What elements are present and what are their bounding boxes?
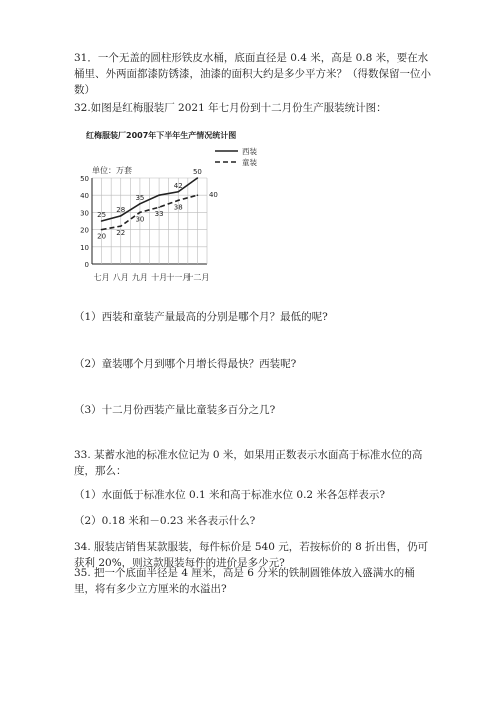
data-point xyxy=(197,194,199,196)
question-33-2: （2）0.18 米和－0.23 米各表示什么? xyxy=(74,515,256,527)
data-point xyxy=(139,203,141,205)
question-33: 33. 某蓄水池的标准水位记为 0 米，如果用正数表示水面高于标准水位的高度，那么： xyxy=(74,449,423,477)
data-point xyxy=(177,200,179,202)
data-point xyxy=(158,206,160,208)
y-tick-label: 50 xyxy=(80,175,89,183)
chart-grid xyxy=(92,178,207,264)
chart-axis-labels xyxy=(80,175,209,282)
x-tick-label: 十月 xyxy=(151,273,168,282)
y-tick-label: 0 xyxy=(84,261,89,269)
data-label: 33 xyxy=(154,210,164,219)
data-label: 30 xyxy=(135,215,145,224)
data-point xyxy=(101,229,103,231)
data-label: 28 xyxy=(116,205,126,214)
x-tick-label: 八月 xyxy=(112,273,129,282)
question-31: 31．一个无盖的圆柱形铁皮水桶，底面直径是 0.4 米，高是 0.8 米，要在水桶里、外两面都漆防锈漆，油漆的面积大约是多少平方米？（得数保留一位小数） xyxy=(74,52,431,96)
data-point xyxy=(120,225,122,227)
legend-label: 西装 xyxy=(242,147,257,156)
x-tick-label: 十二月 xyxy=(185,273,210,282)
data-point xyxy=(101,220,103,222)
x-tick-label: 七月 xyxy=(93,273,110,282)
data-point xyxy=(120,215,122,217)
question-32-1: （1）西装和童装产量最高的分别是哪个月？最低的呢? xyxy=(74,311,328,323)
question-32-3: （3）十二月份西装产量比童装多百分之几? xyxy=(74,404,276,416)
x-tick-label: 十一月 xyxy=(166,273,191,282)
data-label: 22 xyxy=(116,229,126,238)
y-tick-label: 40 xyxy=(80,192,89,201)
chart-title: 红梅服装厂2007年下半年生产情况统计图 xyxy=(86,131,237,140)
data-label: 20 xyxy=(97,232,107,241)
x-tick-label: 九月 xyxy=(131,273,148,282)
data-label: 40 xyxy=(208,191,218,200)
chart-ylabel: 单位：万套 xyxy=(92,166,132,175)
data-label: 50 xyxy=(192,168,202,176)
data-label: 35 xyxy=(135,193,145,202)
data-point xyxy=(177,191,179,193)
data-label: 38 xyxy=(173,203,183,212)
data-point xyxy=(158,194,160,196)
chart-legend xyxy=(215,146,257,167)
question-34: 34. 服装店销售某款服装，每件标价是 540 元，若按标价的 8 折出售，仍可获利 20%，则这款服装每件的进价是多少元? xyxy=(74,541,429,569)
y-tick-label: 10 xyxy=(80,243,89,252)
y-tick-label: 30 xyxy=(80,209,89,218)
question-32: 32.如图是红梅服装厂 2021 年七月份到十二月份生产服装统计图： xyxy=(74,102,387,114)
data-label: 42 xyxy=(173,181,183,190)
data-point xyxy=(197,177,199,179)
question-33-1: （1）水面低于标准水位 0.1 米和高于标准水位 0.2 米各怎样表示? xyxy=(74,489,386,501)
question-32-2: （2）童装哪个月到哪个月增长得最快？西装呢? xyxy=(74,358,297,370)
data-point xyxy=(139,212,141,214)
chart-svg xyxy=(80,126,370,291)
line-chart xyxy=(80,126,370,291)
question-35: 35. 把一个底面半径是 4 厘米，高是 6 分米的铁制圆锥体放入盛满水的桶里，将有多少立方厘米的水溢出? xyxy=(74,567,415,595)
y-tick-label: 20 xyxy=(80,226,89,235)
legend-label: 童装 xyxy=(242,158,257,167)
data-label: 25 xyxy=(97,211,107,219)
